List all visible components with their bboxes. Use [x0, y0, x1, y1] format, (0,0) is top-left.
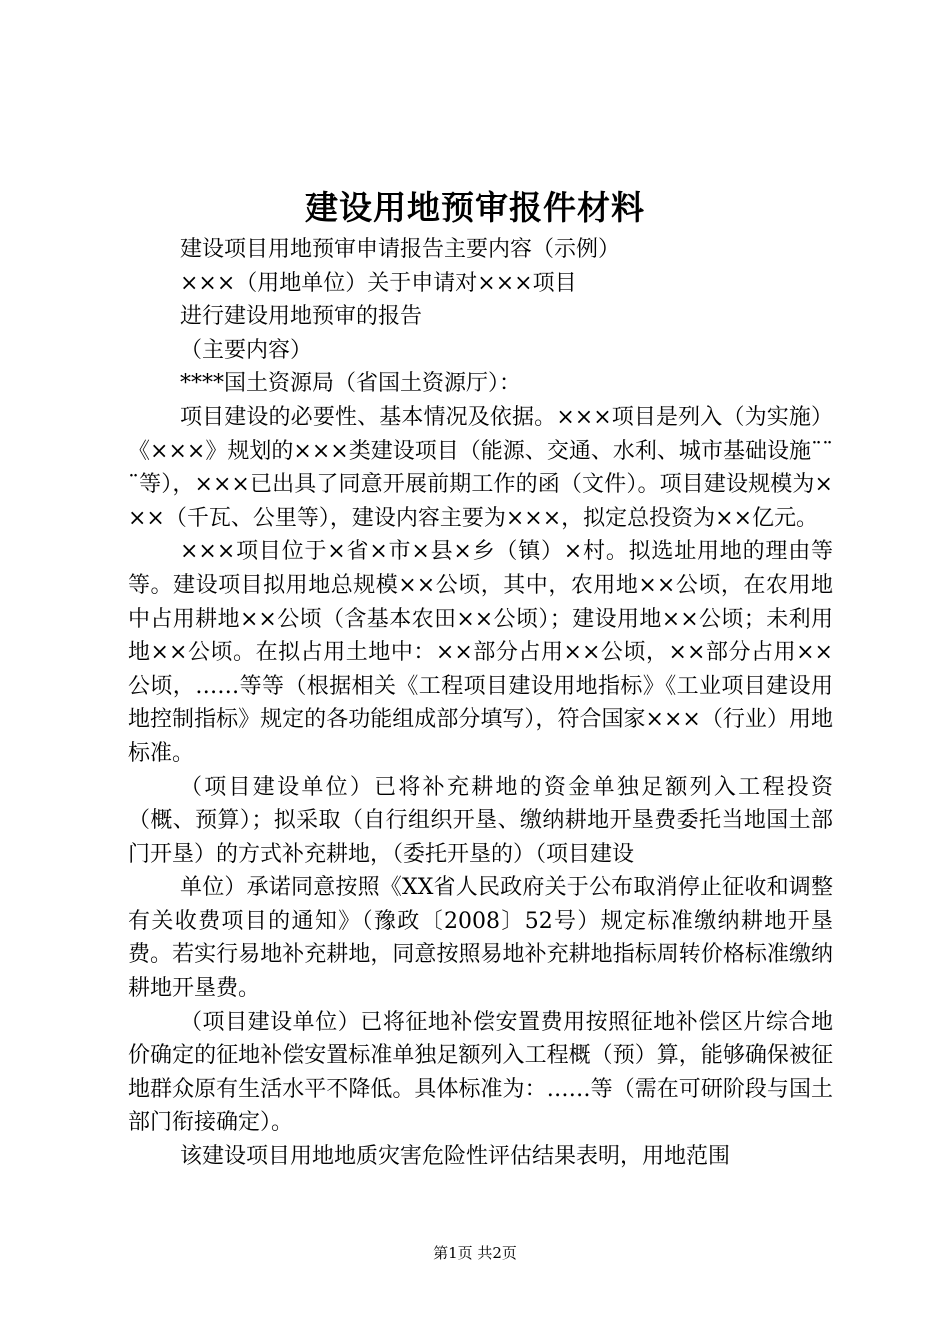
heading-line: （主要内容）: [180, 337, 313, 363]
heading-line: 进行建设用地预审的报告: [180, 304, 423, 330]
heading-line: ×××（用地单位）关于申请对×××项目: [180, 270, 577, 296]
body-paragraph: （项目建设单位）已将补充耕地的资金单独足额列入工程投资（概、预算）；拟采取（自行组织开垦、缴纳耕地开垦费委托当地国土部门开垦）的方式补充耕地，（委托开垦的）（项目建设: [128, 774, 833, 867]
document-body: [128, 233, 833, 1174]
heading-line: 建设项目用地预审申请报告主要内容（示例）: [180, 237, 621, 262]
body-paragraph: 单位）承诺同意按照《XX省人民政府关于公布取消停止征收和调整有关收费项目的通知》（豫政〔2008〕52号）规定标准缴纳耕地开垦费。若实行易地补充耕地，同意按照易地补充耕地指标周转价格标准缴纳耕地开垦费。: [128, 875, 833, 1002]
body-paragraph: （项目建设单位）已将征地补偿安置费用按照征地补偿区片综合地价确定的征地补偿安置标准单独足额列入工程概（预）算，能够确保被征地群众原有生活水平不降低。具体标准为：……等（需在可研阶段与国土部门衔接确定）。: [128, 1009, 833, 1136]
addressee-line: ****国土资源局（省国土资源厅）：: [180, 371, 522, 397]
body-paragraph: 该建设项目用地地质灾害危险性评估结果表明，用地范围: [180, 1144, 731, 1170]
body-paragraph: ×××项目位于×省×市×县×乡（镇）×村。拟选址用地的理由等等。建设项目拟用地总规模××公顷，其中，农用地××公顷，在农用地中占用耕地××公顷（含基本农田××公顷）；建设用地××公顷；未利用地××公顷。在拟占用土地中：××部分占用××公顷，××部分占用××公顷，……等等（根据相关《工程项目建设用地指标》《工业项目建设用地控制指标》规定的各功能组成部分填写），符合国家×××（行业）用地标准。: [128, 539, 833, 766]
page-footer: 第1页 共2页: [433, 1244, 517, 1262]
document-title: 建设用地预审报件材料: [305, 188, 645, 227]
body-paragraph: 项目建设的必要性、基本情况及依据。×××项目是列入（为实施）《×××》规划的×××类建设项目（能源、交通、水利、城市基础设施¨¨¨等），×××已出具了同意开展前期工作的函（文件）。项目建设规模为×××（千瓦、公里等），建设内容主要为×××，拟定总投资为××亿元。: [128, 404, 833, 531]
